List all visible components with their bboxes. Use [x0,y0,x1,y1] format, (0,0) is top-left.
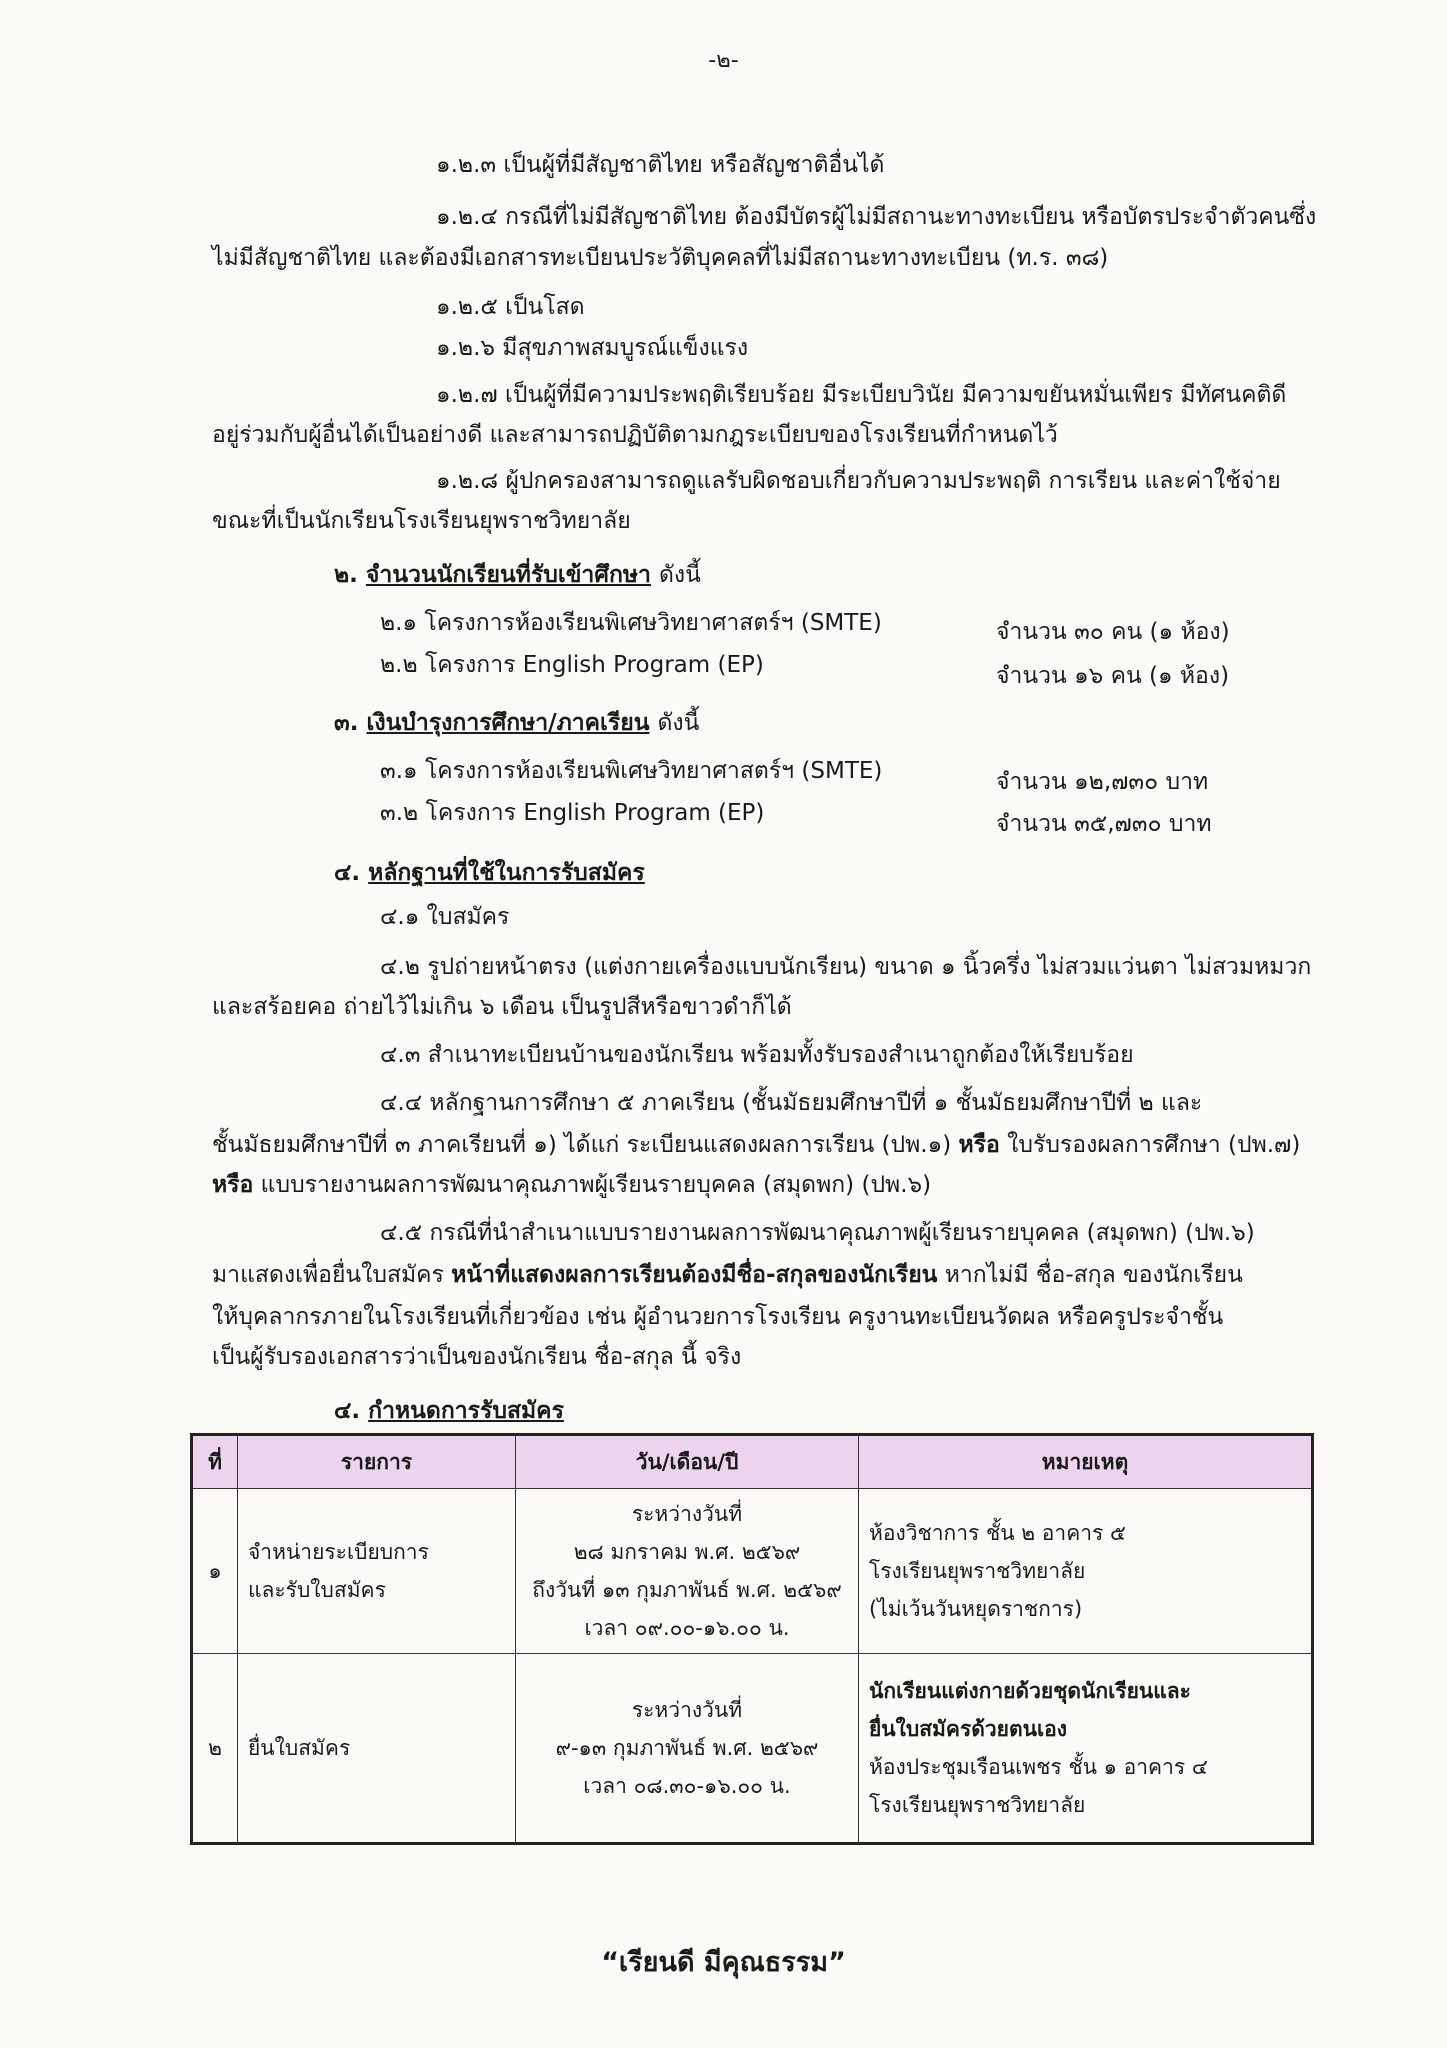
date-line: ๙-๑๓ กุมภาพันธ์ พ.ศ. ๒๕๖๙ [555,1736,819,1760]
text-span: หากไม่มี ชื่อ-สกุล ของนักเรียน [937,1262,1243,1288]
school-motto: “เรียนดี มีคุณธรรม” [601,1947,846,1978]
table-row [192,1654,1313,1844]
date-line: ถึงวันที่ ๑๓ กุมภาพันธ์ พ.ศ. ๒๕๖๙ [532,1578,842,1602]
text-line: ๑.๒.๗ เป็นผู้ที่มีความประพฤติเรียบร้อย มีระเบียบวินัย มีความขยันหมั่นเพียร มีทัศนคติดี [436,382,1287,408]
note-line: ห้องประชุมเรือนเพชร ชั้น ๑ อาคาร ๔ [869,1755,1208,1779]
note-line-bold: นักเรียนแต่งกายด้วยชุดนักเรียนและ [869,1679,1191,1703]
text-line: ๑.๒.๓ เป็นผู้ที่มีสัญชาติไทย หรือสัญชาติอื่นได้ [436,152,885,178]
date-line: ระหว่างวันที่ [631,1502,743,1526]
text-line [212,1260,1243,1290]
section-3-item-label: ๓.๑ โครงการห้องเรียนพิเศษวิทยาศาสตร์ฯ (SMTE) [380,758,883,784]
section-3-item-label: ๓.๒ โครงการ English Program (EP) [380,800,765,826]
section-4-title: หลักฐานที่ใช้ในการรับสมัคร [368,860,645,886]
section-5-title: กำหนดการรับสมัคร [368,1398,564,1424]
note-line: ห้องวิชาการ ชั้น ๒ อาคาร ๕ [869,1521,1126,1545]
section-2-item-label: ๒.๑ โครงการห้องเรียนพิเศษวิทยาศาสตร์ฯ (SMTE) [380,610,882,636]
section-5-number: ๔. [334,1398,361,1424]
row-item [238,1489,516,1654]
item-line: และรับใบสมัคร [248,1578,386,1602]
row-no: ๒ [192,1654,238,1844]
text-line: ๑.๒.๖ มีสุขภาพสมบูรณ์แข็งแรง [436,335,749,361]
text-span: มาแสดงเพื่อยื่นใบสมัคร [212,1262,452,1288]
bold-text: หรือ [212,1172,254,1198]
section-2-item-label: ๒.๒ โครงการ English Program (EP) [380,652,764,678]
section-4-heading [334,858,645,888]
section-3-suffix: ดังนี้ [657,710,700,736]
schedule-table [190,1433,1314,1845]
text-line: และสร้อยคอ ถ่ายไว้ไม่เกิน ๖ เดือน เป็นรูปสีหรือขาวดำก็ได้ [212,994,792,1020]
row-no: ๑ [192,1489,238,1654]
text-line: ๑.๒.๘ ผู้ปกครองสามารถดูแลรับผิดชอบเกี่ยวกับความประพฤติ การเรียน และค่าใช้จ่าย [436,468,1281,494]
text-line [212,1170,931,1200]
row-note [859,1489,1313,1654]
page-number: -๒- [708,48,739,73]
row-item [238,1654,516,1844]
text-span: ใบรับรองผลการศึกษา (ปพ.๗) [999,1132,1301,1158]
bold-text: หรือ [958,1132,1000,1158]
text-line: ๑.๒.๔ กรณีที่ไม่มีสัญชาติไทย ต้องมีบัตรผู้ไม่มีสถานะทางทะเบียน หรือบัตรประจำตัวคนซึ่ง [436,204,1317,230]
text-line [212,1130,1300,1160]
row-date [516,1489,859,1654]
text-line: เป็นผู้รับรองเอกสารว่าเป็นของนักเรียน ชื่อ-สกุล นี้ จริง [212,1344,742,1370]
date-line: ๒๘ มกราคม พ.ศ. ๒๕๖๙ [573,1540,801,1564]
row-date [516,1654,859,1844]
text-line: ไม่มีสัญชาติไทย และต้องมีเอกสารทะเบียนประวัติบุคคลที่ไม่มีสถานะทางทะเบียน (ท.ร. ๓๘) [212,245,1109,271]
note-line: (ไม่เว้นวันหยุดราชการ) [869,1597,1083,1621]
header-item: รายการ [238,1435,516,1489]
section-4-number: ๔. [334,860,361,886]
section-3-item-amount: จำนวน ๑๒,๗๓๐ บาท [996,769,1209,795]
table-header-row [192,1435,1313,1489]
header-date: วัน/เดือน/ปี [516,1435,859,1489]
text-line: อยู่ร่วมกับผู้อื่นได้เป็นอย่างดี และสามารถปฏิบัติตามกฎระเบียบของโรงเรียนที่กำหนดไว้ [212,422,1058,448]
text-line: ให้บุคลากรภายในโรงเรียนที่เกี่ยวข้อง เช่น ผู้อำนวยการโรงเรียน ครูงานทะเบียนวัดผล หรือครูประจำชั้น [212,1304,1224,1330]
section-2-heading [334,560,701,590]
date-line: เวลา ๐๘.๓๐-๑๖.๐๐ น. [583,1774,791,1798]
text-span: แบบรายงานผลการพัฒนาคุณภาพผู้เรียนรายบุคคล (สมุดพก) (ปพ.๖) [253,1172,932,1198]
item-line: ยื่นใบสมัคร [248,1736,351,1760]
bold-text: หน้าที่แสดงผลการเรียนต้องมีชื่อ-สกุลของนักเรียน [451,1262,938,1288]
section-2-item-amount: จำนวน ๑๖ คน (๑ ห้อง) [996,663,1230,689]
text-span: ชั้นมัธยมศึกษาปีที่ ๓ ภาคเรียนที่ ๑) ได้แก่ ระเบียนแสดงผลการเรียน (ปพ.๑) [212,1132,959,1158]
section-3-title: เงินบำรุงการศึกษา/ภาคเรียน [366,710,650,736]
header-no: ที่ [192,1435,238,1489]
item-line: จำหน่ายระเบียบการ [248,1540,429,1564]
section-5-heading [334,1396,564,1426]
section-3-number: ๓. [334,710,359,736]
note-line: โรงเรียนยุพราชวิทยาลัย [869,1793,1086,1817]
section-3-heading [334,708,699,738]
section-2-title: จำนวนนักเรียนที่รับเข้าศึกษา [365,562,651,588]
date-line: เวลา ๐๙.๐๐-๑๖.๐๐ น. [584,1616,790,1640]
section-2-suffix: ดังนี้ [658,562,701,588]
text-line: ๔.๔ หลักฐานการศึกษา ๕ ภาคเรียน (ชั้นมัธยมศึกษาปีที่ ๑ ชั้นมัธยมศึกษาปีที่ ๒ และ [380,1090,1203,1116]
text-line: ๔.๑ ใบสมัคร [380,904,510,930]
section-2-item-amount: จำนวน ๓๐ คน (๑ ห้อง) [996,619,1230,645]
row-note [859,1654,1313,1844]
table-row [192,1489,1313,1654]
text-line: ขณะที่เป็นนักเรียนโรงเรียนยุพราชวิทยาลัย [212,508,631,534]
header-note: หมายเหตุ [859,1435,1313,1489]
note-line: โรงเรียนยุพราชวิทยาลัย [869,1559,1086,1583]
text-line: ๔.๓ สำเนาทะเบียนบ้านของนักเรียน พร้อมทั้งรับรองสำเนาถูกต้องให้เรียบร้อย [380,1042,1134,1068]
date-line: ระหว่างวันที่ [631,1698,743,1722]
note-line-bold: ยื่นใบสมัครด้วยตนเอง [869,1717,1068,1741]
section-2-number: ๒. [334,562,358,588]
text-line: ๔.๒ รูปถ่ายหน้าตรง (แต่งกายเครื่องแบบนักเรียน) ขนาด ๑ นิ้วครึ่ง ไม่สวมแว่นตา ไม่สวมหมวก [380,954,1312,980]
text-line: ๑.๒.๕ เป็นโสด [436,294,585,320]
section-3-item-amount: จำนวน ๓๕,๗๓๐ บาท [996,811,1212,837]
text-line: ๔.๕ กรณีที่นำสำเนาแบบรายงานผลการพัฒนาคุณภาพผู้เรียนรายบุคคล (สมุดพก) (ปพ.๖) [380,1220,1255,1246]
